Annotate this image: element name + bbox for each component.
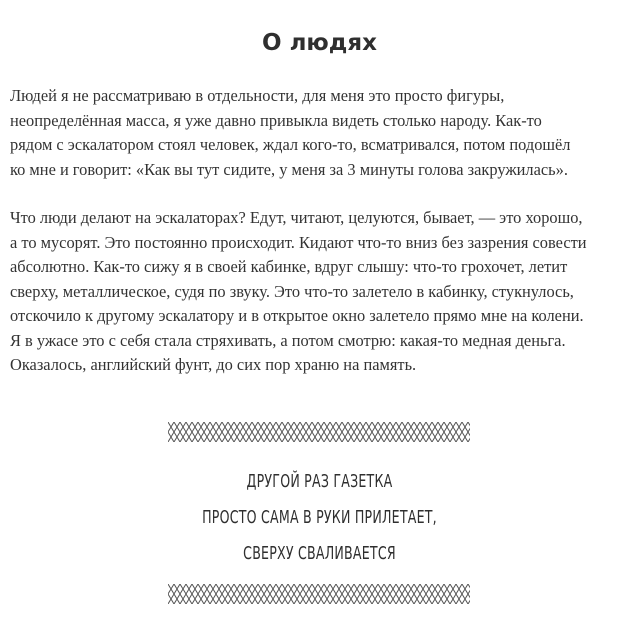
paragraph-line: сверху, металлическое, судя по звуку. Это что-то залетело в кабинку, стукнулось,	[10, 281, 574, 301]
paragraph-line: Оказалось, английский фунт, до сих пор храню на память.	[10, 355, 417, 374]
paragraph-line: абсолютно. Как-то сижу я в своей кабинке, вдруг слышу: что-то грохочет, летит	[10, 257, 568, 276]
paragraph-line: отскочило к другому эскалатору и в открытое окно залетело прямо мне на колени.	[10, 306, 584, 325]
article-title: О людях	[262, 30, 377, 56]
pull-quote-line: ДРУГОЙ РАЗ ГАЗЕТКА	[246, 472, 393, 492]
paragraph-line: Людей я не рассматриваю в отдельности, для меня это просто фигуры,	[10, 86, 505, 105]
paragraph-line: ко мне и говорит: «Как вы тут сидите, у меня за 3 минуты голова закружилась».	[10, 159, 568, 179]
paragraph-line: неопределённая масса, я уже давно привыкла видеть столько народу. Как-то	[10, 110, 542, 130]
paragraph-line: Что люди делают на эскалаторах? Едут, читают, целуются, бывает, — это хорошо,	[10, 208, 583, 227]
pull-quote-line: ПРОСТО САМА В РУКИ ПРИЛЕТАЕТ,	[202, 508, 437, 528]
pull-quote	[89, 464, 549, 572]
crosshatch-divider-bottom	[168, 584, 470, 604]
paragraph-2	[10, 206, 634, 378]
crosshatch-divider-top	[168, 422, 470, 442]
paragraph-line: Я в ужасе это с себя стала стряхивать, а потом смотрю: какая-то медная деньга.	[10, 330, 566, 350]
pull-quote-line: СВЕРХУ СВАЛИВАЕТСЯ	[243, 544, 396, 564]
paragraph-1	[10, 84, 634, 182]
paragraph-line: а то мусорят. Это постоянно происходит. Кидают что-то вниз без зазрения совести	[10, 232, 587, 252]
paragraph-line: рядом с эскалатором стоял человек, ждал кого-то, всматривался, потом подошёл	[10, 135, 571, 154]
